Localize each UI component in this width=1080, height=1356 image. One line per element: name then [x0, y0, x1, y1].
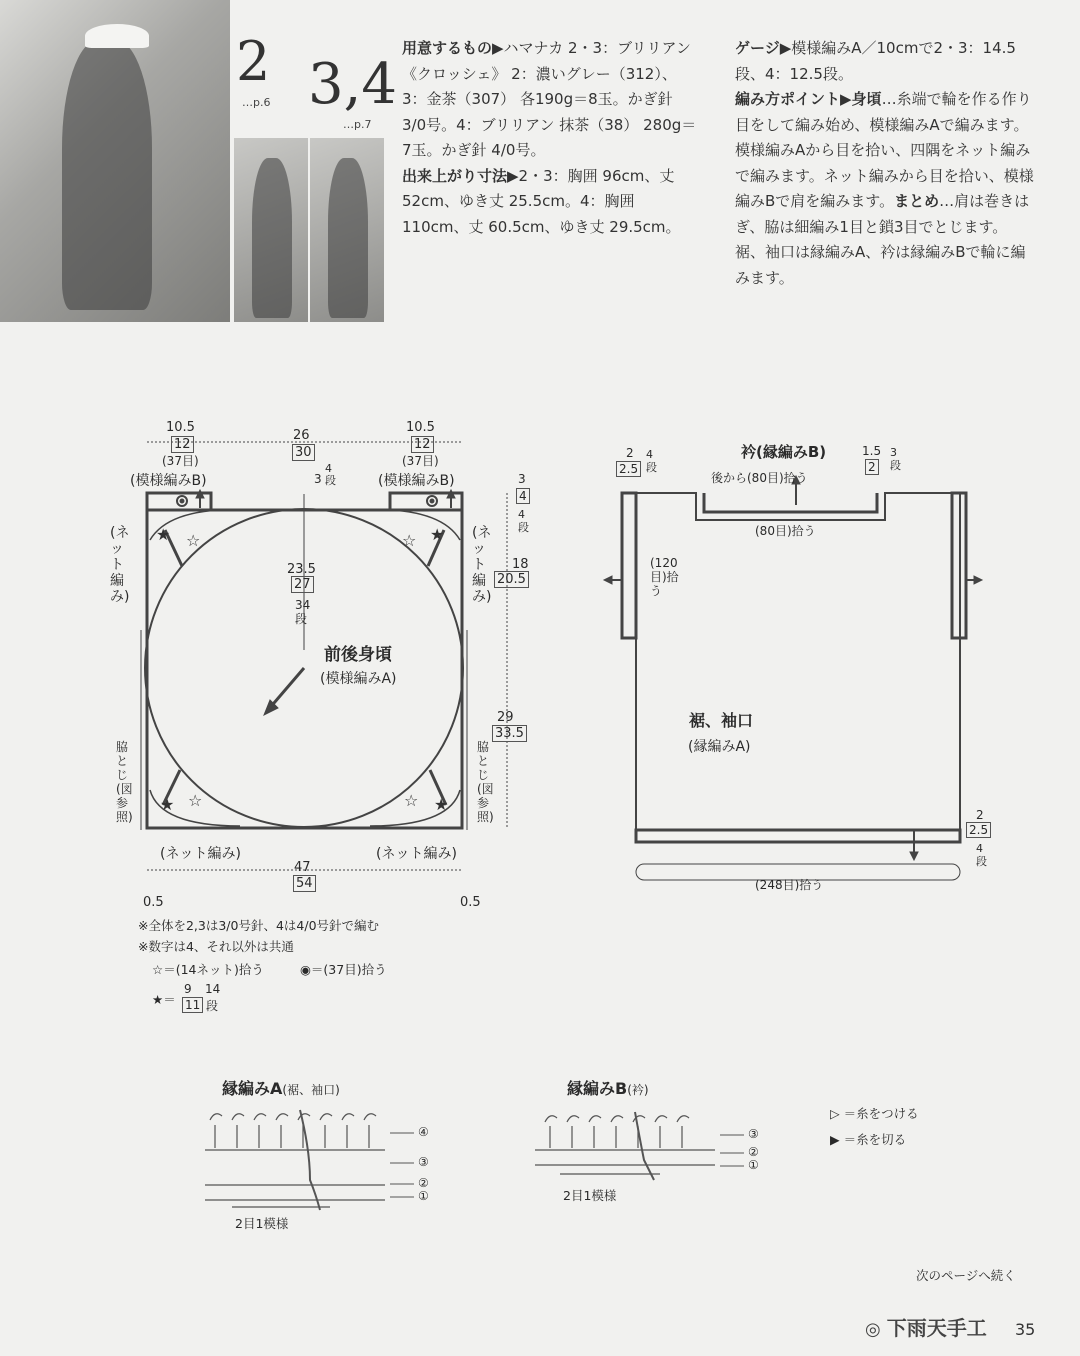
hem-subtitle: (縁編みA)	[688, 739, 751, 755]
hem-dim-2: 2	[976, 808, 984, 822]
svg-text:★: ★	[434, 795, 449, 814]
dim-23-5: 23.5	[287, 562, 316, 577]
model-number-34: 3,4	[308, 52, 398, 117]
front-pick: (80目)拾う	[755, 524, 816, 538]
chart-b-row1: ①	[748, 1158, 759, 1172]
chart-b-title-text: 縁編みB	[567, 1079, 628, 1098]
chart-a-row2: ②	[418, 1176, 429, 1190]
collar-right-2: 2	[865, 459, 879, 475]
hem-band	[636, 830, 960, 842]
note-star-11: 11	[182, 997, 203, 1013]
body-label: 身頃	[851, 90, 882, 108]
dim-right-29: 29	[497, 710, 514, 725]
chart-b-title	[567, 1076, 649, 1099]
svg-text:★: ★	[160, 795, 175, 814]
materials-label: 用意するもの▶	[402, 39, 504, 57]
gauge-label: ゲージ▶	[735, 39, 792, 57]
chart-a-row4: ④	[418, 1125, 429, 1139]
st-shoulder-right: (37目)	[402, 454, 439, 468]
svg-text:☆: ☆	[186, 531, 201, 550]
dim-shoulder-left-4: 12	[171, 436, 194, 453]
chart-a	[205, 1110, 385, 1210]
collar-left-4: 4段	[646, 448, 657, 474]
chart-a-title	[222, 1076, 340, 1099]
finish-label: まとめ	[894, 192, 940, 210]
svg-text:☆: ☆	[188, 791, 203, 810]
finish-text: …肩は巻きはぎ、脇は細編み1目と鎖3目でとじます。裾、袖口は縁編みA、衿は縁編みBで輪に編みます。	[735, 192, 1030, 287]
hem-dim-25: 2.5	[966, 822, 991, 838]
back-pick: 後から(80目)拾う	[711, 471, 808, 485]
dim-right-4dan: 4段	[518, 508, 529, 534]
chart-b-row2: ②	[748, 1145, 759, 1159]
chart-b-subtitle: (衿)	[627, 1083, 649, 1097]
chart-a-subtitle: (裾、袖口)	[282, 1083, 340, 1097]
rows-neck: 3	[314, 472, 322, 486]
page-ref-34: …p.7	[343, 118, 372, 131]
wechat-icon: ◎	[865, 1319, 881, 1340]
dim-right-3: 3	[518, 472, 526, 486]
st-shoulder-left: (37目)	[162, 454, 199, 468]
sleeve-left-band	[622, 493, 636, 638]
note-2: ※数字は4、それ以外は共通	[138, 939, 294, 954]
svg-text:★: ★	[156, 525, 171, 544]
note-star-solid: ★＝	[152, 992, 176, 1007]
sleeve-pick: (120目)拾う	[650, 556, 679, 598]
margin-left: 0.5	[143, 895, 164, 910]
dim-width-54: 54	[293, 875, 316, 892]
note-circle-dot: ◉＝(37目)拾う	[300, 962, 387, 977]
dim-width-47: 47	[294, 860, 311, 875]
svg-text:☆: ☆	[402, 531, 417, 550]
dim-27: 27	[291, 576, 314, 593]
chart-a-title-text: 縁編みA	[222, 1079, 283, 1098]
net-left-top: (ネット編み)	[110, 525, 130, 605]
continue-next: 次のページへ続く	[916, 1268, 1016, 1283]
size-text: 2・3：胸囲 96cm、丈52cm、ゆき丈 25.5cm。4：胸囲 110cm、丈 60.5cm、ゆき丈 29.5cm。	[402, 166, 681, 236]
chart-a-row1: ①	[418, 1189, 429, 1203]
net-bottom-right: (ネット編み)	[376, 846, 457, 862]
chart-b	[535, 1112, 715, 1180]
chart-a-repeat: 2目1模様	[235, 1216, 289, 1231]
watermark	[865, 1312, 987, 1341]
dim-shoulder-right-4: 12	[411, 436, 434, 453]
points-label: 編み方ポイント▶	[735, 90, 852, 108]
legend-cut: ▶ ＝糸を切る	[830, 1132, 907, 1147]
body-text: …糸端で輪を作る作り目をして編み始め、模様編みAで編みます。模様編みAから目を拾い、四隅をネット編みで編みます。ネット編みから目を拾い、模様編みBで肩を編みます。	[735, 90, 1034, 210]
rows-neck-dan: 4段	[325, 462, 336, 487]
margin-right: 0.5	[460, 895, 481, 910]
side-seam-left: 脇とじ(図参照)	[116, 740, 133, 824]
note-1: ※全体を2,3は3/0号針、4は4/0号針で編む	[138, 918, 380, 933]
dim-shoulder-right: 10.5	[406, 420, 435, 435]
side-seam-right: 脇とじ(図参照)	[477, 740, 494, 824]
dim-right-18: 18	[512, 557, 529, 572]
materials-text: ハマナカ 2・3：ブリリアン《クロッシェ》 2：濃いグレー（312）、3：金茶（307） 各190g＝8玉。かぎ針 3/0号。4：ブリリアン 抹茶（38） 280g＝7玉。かぎ針 4/0号。	[402, 39, 697, 159]
dim-right-33-5: 33.5	[492, 725, 527, 742]
dim-right-4: 4	[516, 488, 530, 504]
note-star-14: 14	[205, 982, 221, 996]
chart-b-row3: ③	[748, 1127, 759, 1141]
watermark-text: 下雨天手工	[886, 1316, 987, 1340]
collar-right-3: 3段	[890, 446, 901, 472]
dim-right-20-5: 20.5	[494, 571, 529, 588]
note-star-dan: 段	[206, 999, 219, 1013]
page-ref-2: …p.6	[242, 96, 271, 109]
chart-b-repeat: 2目1模様	[563, 1188, 617, 1203]
pattern-b-right: (模様編みB)	[378, 473, 455, 489]
svg-text:★: ★	[430, 525, 445, 544]
dim-shoulder-left: 10.5	[166, 420, 195, 435]
legend-join: ▷ ＝糸をつける	[830, 1106, 919, 1121]
hem-pick: (248目)拾う	[755, 878, 824, 892]
body-title: 前後身頃	[324, 645, 392, 665]
model-number-2: 2	[236, 30, 271, 93]
net-bottom-left: (ネット編み)	[160, 846, 241, 862]
chart-a-row3: ③	[418, 1155, 429, 1169]
net-right-top: (ネット編み)	[472, 525, 492, 605]
collar-right-15: 1.5	[862, 444, 882, 458]
size-label: 出来上がり寸法▶	[402, 166, 519, 185]
hem-dim-4: 4段	[976, 842, 987, 868]
collar-title: 衿(縁編みB)	[741, 443, 827, 461]
pattern-b-left: (模様編みB)	[130, 473, 207, 489]
rows-34: 34段	[295, 598, 311, 626]
hem-title: 裾、袖口	[689, 711, 754, 730]
gauge-text: 模様編みA／10cmで2・3：14.5段、4：12.5段。	[735, 39, 1016, 83]
collar-left-2: 2	[626, 446, 634, 460]
collar-left-25: 2.5	[616, 461, 641, 477]
note-star-open: ☆＝(14ネット)拾う	[152, 962, 264, 977]
page-number: 35	[1015, 1320, 1036, 1339]
dim-neck: 26	[293, 428, 310, 443]
body-subtitle: (模様編みA)	[320, 671, 397, 687]
svg-text:☆: ☆	[404, 791, 419, 810]
note-star-9: 9	[184, 982, 192, 996]
dim-neck-4: 30	[292, 444, 315, 461]
